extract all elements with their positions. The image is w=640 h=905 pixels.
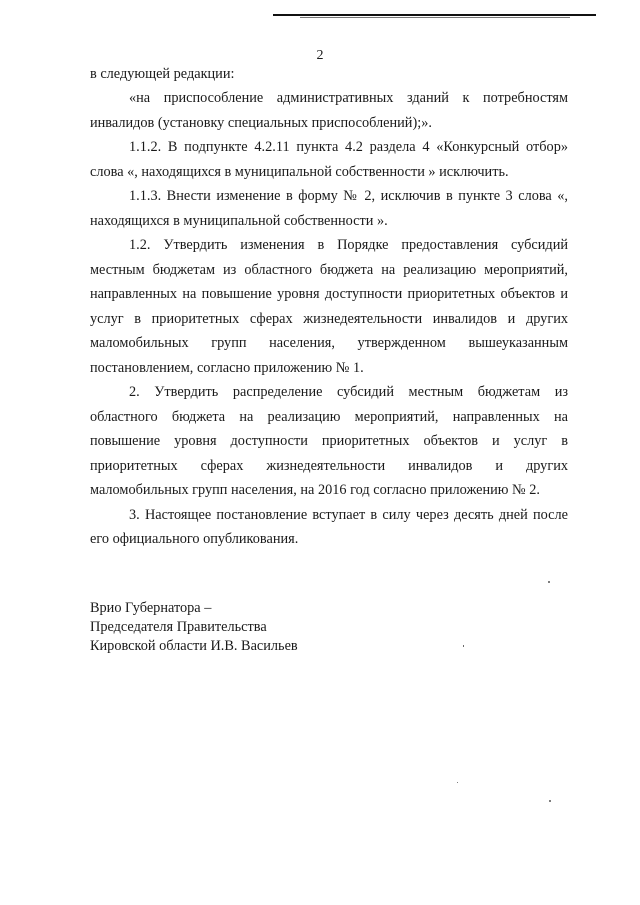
paragraph-3: 3. Настоящее постановление вступает в силу через десять дней после его официального опубликования. (90, 506, 568, 547)
header-rule (273, 14, 596, 16)
page-number: 2 (316, 48, 324, 63)
signature-title-line1: Врио Губернатора – (90, 600, 212, 616)
scan-speck (548, 581, 550, 583)
scan-speck (549, 800, 551, 802)
paragraph-1-2: 1.2. Утвердить изменения в Порядке предоставления субсидий местным бюджетам из областного бюджета на реализацию мероприятий, направленных на повышение уровня доступности приоритетных объектов и услуг в приоритетных сферах жизнедеятельности инвалидов и других маломобильных групп населения, утвержденном вышеуказанным постановлением, согласно приложению № 1. (90, 237, 568, 376)
paragraph-intro: в следующей редакции: (90, 66, 235, 82)
document-body (90, 62, 568, 552)
signature-title-line2: Председателя Правительства (90, 619, 267, 635)
signature-block (90, 599, 298, 656)
header-rule-shadow (300, 17, 570, 18)
paragraph-1-1-3: 1.1.3. Внести изменение в форму № 2, исключив в пункте 3 слова «, находящихся в муниципальной собственности ». (90, 188, 568, 229)
paragraph-2: 2. Утвердить распределение субсидий местным бюджетам из областного бюджета на реализацию мероприятий, направленных на повышение уровня доступности приоритетных объектов и услуг в приоритетных сферах жизнедеятельности инвалидов и других маломобильных групп населения, на 2016 год согласно приложению № 2. (90, 384, 568, 498)
signature-name-line: Кировской области И.В. Васильев (90, 638, 298, 654)
scan-speck (457, 782, 458, 783)
paragraph-1-1-2: 1.1.2. В подпункте 4.2.11 пункта 4.2 раздела 4 «Конкурсный отбор» слова «, находящихся в муниципальной собственности » исключить. (90, 139, 568, 180)
scan-speck (463, 645, 464, 647)
paragraph-quote: «на приспособление административных зданий к потребностям инвалидов (установку специальных приспособлений);». (90, 90, 568, 131)
